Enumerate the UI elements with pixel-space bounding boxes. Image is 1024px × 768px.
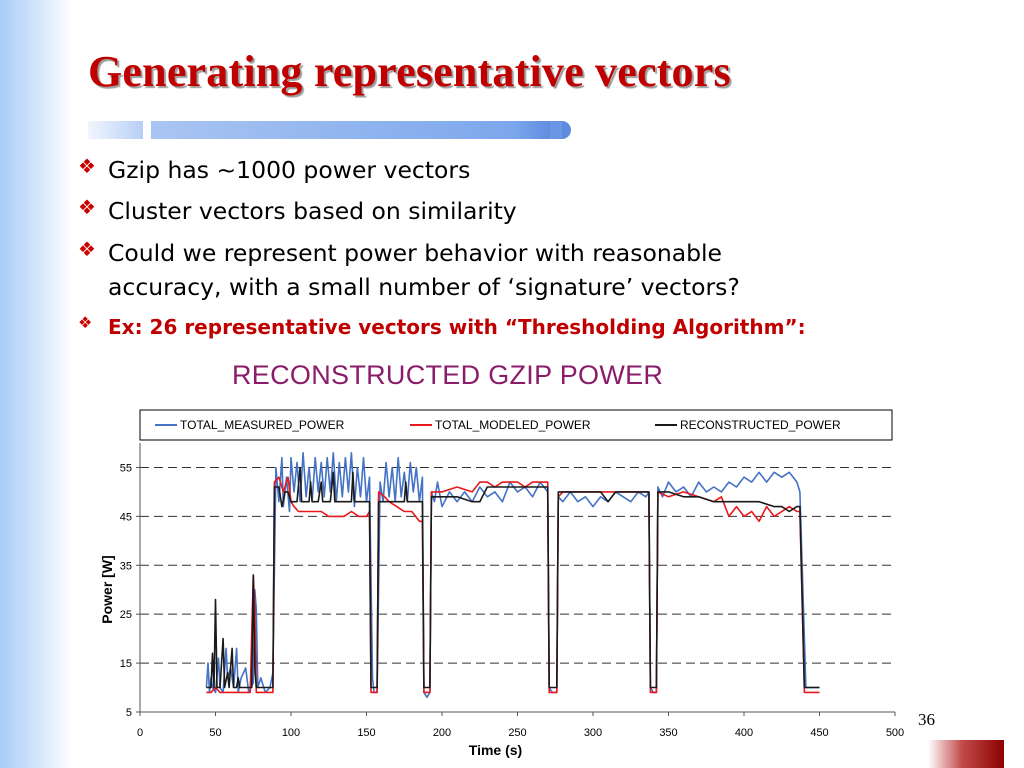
bullet-item xyxy=(78,237,722,270)
x-tick-label: 300 xyxy=(583,727,603,739)
y-tick-label: 5 xyxy=(125,707,132,719)
title-underline-bar xyxy=(88,121,573,139)
series-line-reconstructed_power xyxy=(206,468,819,688)
series-line-total_modeled_power xyxy=(206,477,819,692)
diamond-cluster-icon: ❖ xyxy=(78,154,96,178)
bullet-item-highlight xyxy=(78,313,806,341)
x-axis-label: Time (s) xyxy=(468,742,523,758)
bullet-item-continuation xyxy=(78,271,740,304)
corner-decoration xyxy=(928,740,1004,768)
side-gradient xyxy=(0,0,72,768)
x-tick-label: 200 xyxy=(432,727,452,739)
diamond-cluster-icon: ❖ xyxy=(78,237,96,261)
bullet-text: Cluster vectors based on similarity xyxy=(108,197,517,225)
slide-title: Generating representative vectors xyxy=(88,47,731,96)
bullet-text: Ex: 26 representative vectors with “Thresholding Algorithm”: xyxy=(108,315,806,339)
bullet-item xyxy=(78,154,470,187)
x-tick-label: 450 xyxy=(810,727,829,739)
y-tick-label: 45 xyxy=(119,511,132,524)
y-tick-label: 15 xyxy=(119,658,132,671)
bullet-text: Could we represent power behavior with reasonable xyxy=(108,239,723,267)
y-tick-label: 55 xyxy=(119,462,132,475)
diamond-cluster-icon: ❖ xyxy=(78,195,96,219)
slide-number: 36 xyxy=(918,710,935,729)
diamond-cluster-icon: ❖ xyxy=(78,313,93,332)
legend-label: TOTAL_MEASURED_POWER xyxy=(180,418,345,432)
legend-label: TOTAL_MODELED_POWER xyxy=(435,418,591,432)
bullet-text: Gzip has ~1000 power vectors xyxy=(108,156,471,184)
x-tick-label: 150 xyxy=(357,727,376,739)
x-tick-label: 100 xyxy=(281,727,301,739)
bullet-item xyxy=(78,195,517,228)
x-tick-label: 0 xyxy=(136,727,144,739)
bullet-text: accuracy, with a small number of ‘signature’ vectors? xyxy=(108,273,740,301)
y-tick-label: 25 xyxy=(119,609,132,622)
y-axis-label: Power [W] xyxy=(99,555,115,624)
y-tick-label: 35 xyxy=(119,560,132,573)
x-tick-label: 400 xyxy=(734,727,754,739)
x-tick-label: 500 xyxy=(885,727,905,739)
legend-label: RECONSTRUCTED_POWER xyxy=(680,418,841,432)
x-tick-label: 350 xyxy=(659,727,678,739)
power-chart xyxy=(95,395,910,765)
x-tick-label: 250 xyxy=(508,727,527,739)
x-tick-label: 50 xyxy=(209,727,222,739)
chart-title: RECONSTRUCTED GZIP POWER xyxy=(232,360,664,390)
